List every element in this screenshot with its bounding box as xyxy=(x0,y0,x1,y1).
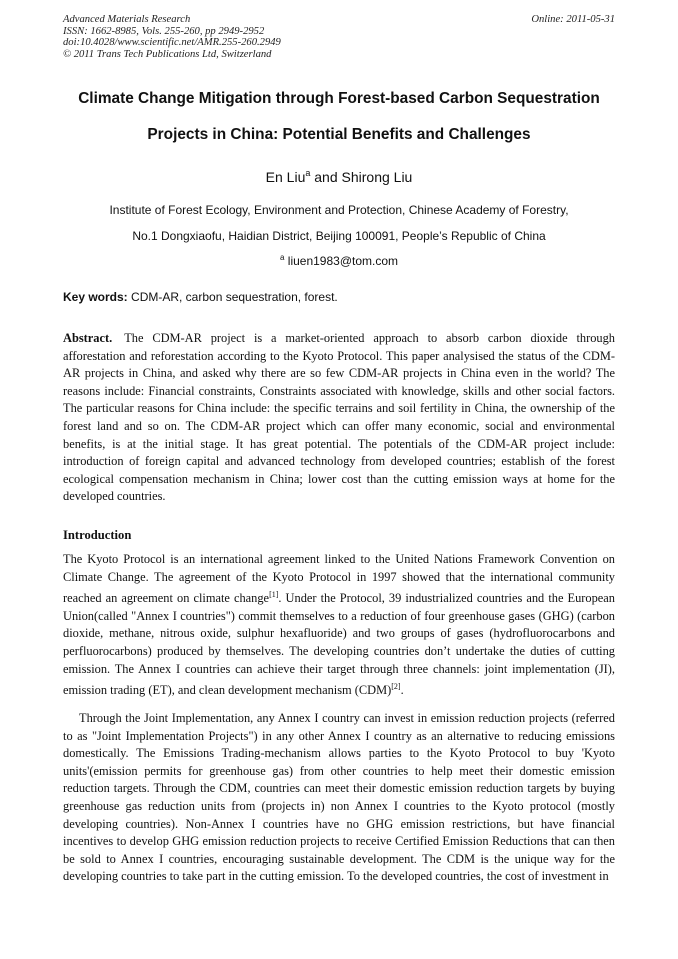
citation-ref: [2] xyxy=(391,682,401,692)
paragraph-text: . Under the Protocol, 39 industrialized countries and the European Union(called "Annex I countries") commit themselves to a reduction of four greenhouse gases (GHG) (carbon dioxide, methane, nitrous oxide, sulphur hexafluoride) and two groups of gases (hydrofluorocarbons and perfluorocarbons) produced by themselves. The developing countries don’t undertake the duties of cutting emission. The Annex I countries can achieve their target through three channels: joint implementation (JI), emission trading (ET), and clean development mechanism (CDM) xyxy=(63,591,615,698)
issn-line: ISSN: 1662-8985, Vols. 255-260, pp 2949-2952 xyxy=(63,25,265,37)
keywords-text: CDM-AR, carbon sequestration, forest. xyxy=(127,290,338,304)
online-date: Online: 2011-05-31 xyxy=(531,14,615,25)
journal-header xyxy=(63,14,615,60)
introduction-paragraph-1 xyxy=(63,551,615,700)
abstract-text: The CDM-AR project is a market-oriented approach to absorb carbon dioxide through afforestation and reforestation according to the Kyoto Protocol. This paper analysised the status of the CDM-AR projects in China, and asked why there are so few CDM-AR projects in China even in the world? The reasons include: Financial constraints, Constraints associated with knowledge, skills and other social factors. The particular reasons for China include: the specific terrains and soil fertility in China, the ownership of the forest land and so on. The CDM-AR project which can offer many economic, social and environmental benefits, is at the initial stage. It has great potential. The potentials of the CDM-AR project include: introduction of foreign capital and advanced technology from developed countries; establish of the forest ecological compensation mechanism in China; lower cost than the cutting emission ways at home for the developed countries. xyxy=(63,331,615,504)
paragraph-text: . xyxy=(400,683,404,698)
affiliation-line-1: Institute of Forest Ecology, Environment and Protection, Chinese Academy of Forestry, xyxy=(109,203,569,217)
copyright-line: © 2011 Trans Tech Publications Ltd, Switzerland xyxy=(63,48,272,60)
abstract-label: Abstract. xyxy=(63,331,113,345)
author-superscript: a xyxy=(305,168,311,178)
paper-title-line-1: Climate Change Mitigation through Forest-based Carbon Sequestration xyxy=(78,90,600,107)
citation-ref: [1] xyxy=(269,590,279,600)
paragraph-text: The Kyoto Protocol is an international agreement linked to the United Nations Framework Convention on Climate Change. The agreement of the Kyoto Protocol in 1997 showed that the international community reached an agreement on climate change xyxy=(63,552,615,606)
doi-line: doi:10.4028/www.scientific.net/AMR.255-260.2949 xyxy=(63,37,281,49)
author-conjunction: and xyxy=(310,169,342,185)
keywords xyxy=(63,290,615,304)
author-email xyxy=(40,253,638,268)
keywords-label: Key words: xyxy=(63,290,128,304)
email-superscript: a xyxy=(279,253,285,262)
affiliation-line-2: No.1 Dongxiaofu, Haidian District, Beijing 100091, People’s Republic of China xyxy=(132,229,546,243)
abstract-paragraph xyxy=(63,330,615,506)
introduction-paragraph-2: Through the Joint Implementation, any Annex I country can invest in emission reduction projects (referred to as "Joint Implementation Projects") in any other Annex I country as an alternative to reducing emissions domestically. The Emissions Trading-mechanism allows parties to the Kyoto Protocol to buy 'Kyoto units'(emission permits for greenhouse gas) from other countries to help meet their domestic emission reduction targets. Through the CDM, countries can meet their domestic emission reduction targets by buying greenhouse gas reduction units from (projects in) non Annex I countries to the Kyoto protocol (mostly developing countries). Non-Annex I countries have no GHG emission restrictions, but have financial incentives to develop GHG emission reduction projects to receive Certified Emission Reductions that can then be sold to Annex I countries, encouraging sustainable development. The CDM is the unique way for the developing countries to take part in the cutting emission. To the developed countries, the cost of investment in xyxy=(63,711,615,884)
section-heading-introduction: Introduction xyxy=(63,528,132,542)
author-name: En Liu xyxy=(265,169,306,185)
email-address: liuen1983@tom.com xyxy=(284,254,399,268)
author-name: Shirong Liu xyxy=(341,169,413,185)
journal-name: Advanced Materials Research xyxy=(63,14,191,25)
author-list xyxy=(40,168,638,185)
paper-title-line-2: Projects in China: Potential Benefits and Challenges xyxy=(147,126,531,143)
